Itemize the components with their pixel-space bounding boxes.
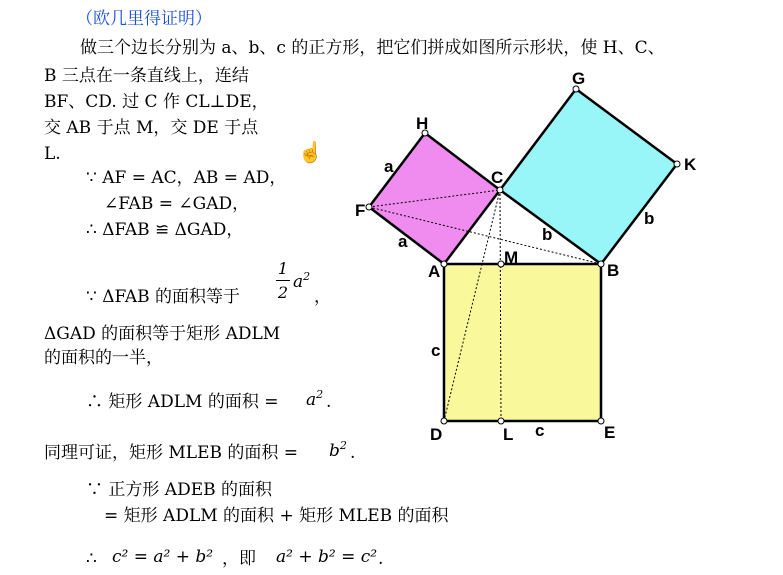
intro-line-5: L. xyxy=(44,144,61,164)
step-adlm-end: . xyxy=(326,392,332,412)
intro-line-4: 交 AB 于点 M，交 DE 于点 xyxy=(44,118,259,138)
term-mleb-b-squared: $b^2$ xyxy=(329,439,347,461)
step-mleb-end: . xyxy=(350,443,356,463)
side-label-c-bottom: c xyxy=(535,421,545,440)
step-area-sum: = 矩形 ADLM 的面积 + 矩形 MLEB 的面积 xyxy=(104,506,449,526)
label-l: L xyxy=(503,425,514,444)
label-b: B xyxy=(607,261,620,280)
side-label-b-right: b xyxy=(644,209,655,228)
fraction-numerator: 1 xyxy=(277,259,289,278)
title: （欧几里得证明） xyxy=(76,9,212,29)
label-h: H xyxy=(416,114,429,133)
square-b xyxy=(500,89,677,264)
fraction-denominator: 2 xyxy=(277,283,289,302)
step-congruence: ∴ ΔFAB ≌ ΔGAD， xyxy=(86,220,244,240)
step-adlm-area: ∴ 矩形 ADLM 的面积 = xyxy=(86,392,279,412)
side-label-a-bottom: a xyxy=(398,232,408,251)
vertex-d xyxy=(441,418,447,424)
hand-pointer-icon: ☝ xyxy=(298,140,323,164)
step-equal-angles: ∠FAB = ∠GAD， xyxy=(104,194,250,214)
side-label-a-top: a xyxy=(384,157,394,176)
step-mleb-area: 同理可证，矩形 MLEB 的面积 = xyxy=(44,443,299,463)
conclusion-eq2: a² + b² = c² xyxy=(276,547,378,567)
term-a-squared: $a^2$ xyxy=(293,270,311,292)
step-gad-area: ΔGAD 的面积等于矩形 ADLM xyxy=(44,324,281,344)
conclusion-eq1: c² = a² + b² xyxy=(112,547,214,567)
label-e: E xyxy=(604,423,616,442)
label-m: M xyxy=(504,248,519,267)
vertex-k xyxy=(674,161,680,167)
label-k: K xyxy=(684,155,697,174)
vertex-l xyxy=(498,418,504,424)
square-c xyxy=(444,264,601,421)
vertex-c xyxy=(497,187,503,193)
intro-line-3: BF、CD. 过 C 作 CL⊥DE， xyxy=(44,92,269,112)
conclusion-ie: ，即 xyxy=(222,549,256,569)
label-c: C xyxy=(491,168,504,187)
label-f: F xyxy=(355,201,366,220)
intro-line-1: 做三个边长分别为 a、b、c 的正方形，把它们拼成如图所示形状，使 H、C、 xyxy=(80,38,665,58)
step-congruent-sides: ∵ AF = AC，AB = AD， xyxy=(86,168,287,188)
intro-line-2: B 三点在一条直线上，连结 xyxy=(44,66,249,86)
vertex-a xyxy=(441,261,447,267)
side-label-c-left: c xyxy=(431,341,441,360)
step-fab-area-end: ， xyxy=(314,287,331,307)
side-label-b-inner: b xyxy=(542,225,553,244)
label-a: A xyxy=(428,262,441,281)
conclusion-end: . xyxy=(378,549,384,569)
term-adlm-a-squared: $a^2$ xyxy=(306,388,324,410)
vertex-b xyxy=(598,261,604,267)
conclusion-therefore: ∴ xyxy=(86,549,97,569)
label-d: D xyxy=(430,425,443,444)
step-square-area: ∵ 正方形 ADEB 的面积 xyxy=(86,480,273,500)
square-a xyxy=(369,133,500,264)
step-fab-area: ∵ ΔFAB 的面积等于 xyxy=(86,287,240,307)
step-gad-area-cont: 的面积的一半， xyxy=(44,348,163,368)
label-g: G xyxy=(572,69,586,88)
vertex-f xyxy=(366,204,372,210)
